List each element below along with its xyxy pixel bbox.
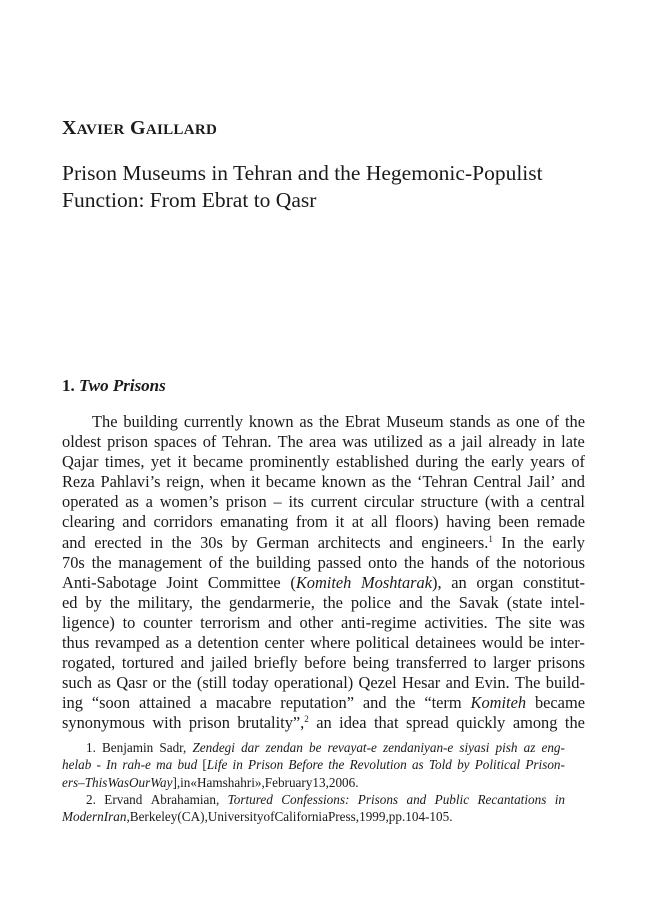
word: siyasi xyxy=(459,740,490,755)
paragraph-line xyxy=(62,452,585,472)
word: police xyxy=(350,592,391,612)
word: revayat-e xyxy=(327,740,377,755)
word: and xyxy=(406,791,427,807)
word: of xyxy=(202,432,217,452)
word: of xyxy=(475,552,490,572)
word: at xyxy=(351,512,364,532)
section-heading xyxy=(62,376,166,396)
word: transferred xyxy=(395,653,467,673)
word: organ xyxy=(476,572,514,592)
word: from xyxy=(295,512,328,532)
word: 30s xyxy=(200,532,223,552)
word: Abrahamian, xyxy=(150,791,220,807)
word: Public xyxy=(434,791,470,807)
word: and xyxy=(398,592,423,612)
body-paragraph xyxy=(62,412,585,734)
word: and xyxy=(362,693,387,713)
word: of xyxy=(571,452,585,472)
word: the xyxy=(496,552,517,572)
word: years xyxy=(530,452,565,472)
word: (CA), xyxy=(177,809,208,825)
paragraph-line xyxy=(62,673,585,693)
word: it xyxy=(335,512,345,532)
paragraph-line xyxy=(62,432,585,452)
word: clearing xyxy=(62,512,115,532)
word: prisons xyxy=(537,653,585,673)
word: Prisons xyxy=(357,791,399,807)
word: a xyxy=(526,492,534,512)
word: operated xyxy=(62,492,119,512)
word: In xyxy=(501,532,516,552)
paragraph-line xyxy=(62,593,585,613)
word: the xyxy=(328,757,345,773)
word: az xyxy=(523,740,536,755)
word: Qajar xyxy=(62,452,99,472)
word: the xyxy=(318,412,339,431)
word: Our xyxy=(128,774,151,790)
word: became xyxy=(265,472,316,492)
word: and xyxy=(122,512,146,532)
word: architects xyxy=(317,532,381,552)
footnote-line xyxy=(62,756,565,773)
word: in xyxy=(232,757,243,773)
word: remade xyxy=(536,512,585,532)
word: emanating xyxy=(220,512,289,532)
word: Berkeley xyxy=(129,809,178,825)
footnote-line xyxy=(62,791,565,808)
word: the xyxy=(91,552,112,572)
word: that xyxy=(373,713,399,733)
word: a xyxy=(448,432,456,452)
word: been xyxy=(498,512,530,532)
word: revamped xyxy=(95,633,160,653)
word: area xyxy=(308,432,337,452)
word: prominently xyxy=(249,452,330,472)
paragraph-line xyxy=(62,633,585,653)
word: (Komiteh xyxy=(290,572,352,592)
word: having xyxy=(446,512,491,532)
word: was xyxy=(342,432,368,452)
chapter-title-line: Function: From Ebrat to Qasr xyxy=(62,188,317,212)
word: oldest xyxy=(62,432,102,452)
word: a xyxy=(199,693,207,713)
paragraph-line xyxy=(62,653,585,673)
word: February xyxy=(264,774,313,790)
word: Was xyxy=(107,774,129,790)
word: notorious xyxy=(523,552,585,572)
word: reign, xyxy=(166,472,205,492)
word: known xyxy=(321,472,367,492)
word: today xyxy=(232,673,269,693)
word: building xyxy=(256,552,311,572)
section-number: 1. xyxy=(62,376,75,395)
chapter-title xyxy=(62,160,602,214)
word: (still xyxy=(196,673,227,693)
word: – xyxy=(273,492,282,512)
word: 2006. xyxy=(328,774,359,790)
word: other xyxy=(299,612,334,632)
word: Hesar xyxy=(402,673,441,693)
word: ing xyxy=(62,693,83,713)
word: engineers.$^1$ xyxy=(421,532,493,552)
word: the xyxy=(403,552,425,572)
word: operational) xyxy=(274,673,354,693)
word: Joint xyxy=(166,572,199,592)
word: the xyxy=(430,592,451,612)
word: site xyxy=(528,612,552,632)
word: became xyxy=(534,693,585,713)
word: Political xyxy=(474,757,521,773)
word: in xyxy=(180,774,191,790)
word: zendan xyxy=(265,740,303,755)
word: rah-e xyxy=(122,757,151,773)
word: Qasr xyxy=(116,673,148,693)
word: Museum xyxy=(386,412,444,431)
word: and xyxy=(445,673,470,693)
word: an xyxy=(316,713,332,733)
word: ers xyxy=(62,774,79,790)
word: its xyxy=(288,492,304,512)
word: prison xyxy=(107,432,149,452)
word: of xyxy=(545,412,560,431)
word: as xyxy=(165,633,179,653)
word: (with xyxy=(484,492,520,512)
author-name xyxy=(62,116,217,142)
word: early xyxy=(552,532,585,552)
footnote-line xyxy=(62,808,565,825)
word: circular xyxy=(363,492,414,512)
word: currently xyxy=(183,412,244,431)
word: it xyxy=(250,472,261,492)
word: known xyxy=(248,412,294,431)
word: Anti-Sabotage xyxy=(62,572,157,592)
word: Qezel xyxy=(358,673,397,693)
word: the xyxy=(395,693,416,713)
word: tortured xyxy=(121,653,174,673)
word: activities. xyxy=(424,612,488,632)
word: intel- xyxy=(550,592,585,612)
word: by xyxy=(231,532,248,552)
word: central xyxy=(540,492,585,512)
word: build- xyxy=(545,673,585,693)
word: be xyxy=(308,740,322,755)
word: and xyxy=(268,612,292,632)
footnote-line xyxy=(62,774,565,791)
word: a xyxy=(184,633,192,653)
word: military, xyxy=(137,592,193,612)
word: early xyxy=(491,452,524,472)
word: Modern xyxy=(62,809,104,825)
word: ‘Tehran xyxy=(416,472,468,492)
word: (state xyxy=(506,592,543,612)
word: the xyxy=(171,532,192,552)
word: Tehran. xyxy=(222,432,272,452)
word: University xyxy=(207,809,264,825)
word: counter xyxy=(143,612,193,632)
paragraph-line xyxy=(62,553,585,573)
word: spaces xyxy=(153,432,197,452)
word: and xyxy=(389,532,413,552)
word: erected xyxy=(94,532,142,552)
word: macabre xyxy=(215,693,272,713)
word: Prison xyxy=(248,757,284,773)
word: of xyxy=(263,809,275,825)
word: pish xyxy=(495,740,518,755)
word: Jail’ xyxy=(527,472,556,492)
word: with xyxy=(152,713,182,733)
word: the xyxy=(564,713,585,733)
word: constitut- xyxy=(523,572,585,592)
footnote-line xyxy=(62,739,565,756)
word: late xyxy=(561,432,585,452)
word: gendarmerie, xyxy=(228,592,315,612)
word: Zendegi xyxy=(192,740,235,755)
paragraph-line xyxy=(62,412,585,432)
word: the xyxy=(523,532,544,552)
word: and xyxy=(561,472,585,492)
word: an xyxy=(451,572,467,592)
word: pp. xyxy=(388,809,406,825)
word: anti-regime xyxy=(341,612,417,632)
word: 2. xyxy=(86,791,96,807)
word: already xyxy=(488,432,537,452)
footnotes xyxy=(62,739,565,825)
word: be xyxy=(528,633,545,653)
paragraph-line xyxy=(62,573,585,593)
word: all xyxy=(371,512,388,532)
word: a xyxy=(145,492,153,512)
word: Press, xyxy=(327,809,360,825)
word: Ervand xyxy=(104,791,143,807)
word: the xyxy=(464,452,485,472)
word: spread xyxy=(405,713,449,733)
word: stands xyxy=(449,412,491,431)
word: eng- xyxy=(541,740,565,755)
word: detention xyxy=(197,633,259,653)
word: – xyxy=(78,774,85,790)
word: This xyxy=(84,774,108,790)
word: Confessions: xyxy=(281,791,350,807)
word: jailed xyxy=(210,653,248,673)
word: political xyxy=(355,633,410,653)
word: prison xyxy=(225,492,267,512)
section-title: Two Prisons xyxy=(79,376,166,395)
word: The xyxy=(92,412,118,431)
word: Prison- xyxy=(525,757,565,773)
word: Committee xyxy=(207,572,281,592)
word: ma xyxy=(156,757,173,773)
word: the xyxy=(564,412,585,431)
word: Way], xyxy=(150,774,181,790)
word: and xyxy=(62,532,86,552)
author-last-rest: AILLARD xyxy=(145,122,218,138)
word: yet xyxy=(150,452,171,472)
paragraph-line xyxy=(62,693,585,713)
word: Sadr, xyxy=(159,740,187,755)
word: Revolution xyxy=(349,757,407,773)
paragraph-line xyxy=(62,472,585,492)
author-last-initial: G xyxy=(129,117,146,139)
word: hands xyxy=(430,552,470,572)
word: attained xyxy=(138,693,191,713)
word: Reza xyxy=(62,472,95,492)
word: 104-105. xyxy=(405,809,453,825)
word: The xyxy=(277,432,304,452)
word: prison xyxy=(188,713,230,733)
paragraph-line xyxy=(62,492,585,512)
word: 1. xyxy=(86,740,96,755)
word: the xyxy=(200,592,221,612)
word: rogated, xyxy=(62,653,116,673)
word: briefly xyxy=(253,653,298,673)
word: In xyxy=(106,757,118,773)
paragraph-line xyxy=(62,512,585,532)
word: as xyxy=(428,432,443,452)
word: when xyxy=(209,472,246,492)
word: helab xyxy=(62,757,92,773)
word: synonymous xyxy=(62,713,145,733)
word: being xyxy=(352,653,390,673)
word: among xyxy=(512,713,558,733)
footnote-ref: 1 xyxy=(488,533,493,544)
word: Recantations xyxy=(477,791,547,807)
word: thus xyxy=(62,633,90,653)
word: Savak xyxy=(458,592,499,612)
word: where xyxy=(310,633,351,653)
word: in xyxy=(542,432,556,452)
word: Before xyxy=(288,757,324,773)
word: reputation” xyxy=(280,693,354,713)
word: during xyxy=(415,452,459,472)
word: the xyxy=(171,673,192,693)
word: bud xyxy=(177,757,198,773)
author-first-rest: AVIER xyxy=(76,122,125,138)
word: - xyxy=(96,757,101,773)
word: detainees xyxy=(415,633,477,653)
word: as xyxy=(97,673,112,693)
word: in xyxy=(150,532,163,552)
word: 1999, xyxy=(359,809,389,825)
word: building xyxy=(123,412,178,431)
word: times, xyxy=(104,452,145,472)
word: would xyxy=(481,633,523,653)
word: The xyxy=(514,673,541,693)
word: zendaniyan-e xyxy=(382,740,454,755)
word: women’s xyxy=(159,492,219,512)
word: idea xyxy=(339,713,367,733)
word: German xyxy=(256,532,310,552)
word: by xyxy=(85,592,102,612)
word: dar xyxy=(241,740,260,755)
word: Ebrat xyxy=(344,412,381,431)
word: by xyxy=(457,757,470,773)
word: Komiteh xyxy=(470,693,527,713)
word: “soon xyxy=(91,693,131,713)
word: jail xyxy=(461,432,483,452)
word: “term xyxy=(424,693,462,713)
word: utilized xyxy=(373,432,423,452)
word: became xyxy=(192,452,244,472)
word: terrorism xyxy=(200,612,261,632)
word: Central xyxy=(473,472,522,492)
word: as xyxy=(496,412,510,431)
word: the xyxy=(322,592,343,612)
word: [Life xyxy=(202,757,228,773)
paragraph-line xyxy=(62,533,585,553)
word: Moshtarak), xyxy=(361,572,442,592)
word: Tortured xyxy=(227,791,273,807)
word: as xyxy=(299,412,314,431)
word: Benjamin xyxy=(102,740,154,755)
word: of xyxy=(208,552,223,572)
author-first-initial: X xyxy=(62,117,77,139)
word: 13, xyxy=(312,774,329,790)
word: the xyxy=(229,552,250,572)
word: before xyxy=(304,653,347,673)
word: and xyxy=(180,653,205,673)
word: Iran, xyxy=(103,809,130,825)
word: onto xyxy=(368,552,398,572)
word: corridors xyxy=(153,512,213,532)
chapter-title-line: Prison Museums in Tehran and the Hegemonic-Populist xyxy=(62,161,543,185)
word: in xyxy=(554,791,565,807)
word: management xyxy=(118,552,203,572)
word: one xyxy=(515,412,540,431)
word: to xyxy=(122,612,136,632)
word: brutality”,$^2$ xyxy=(237,713,309,733)
word: The xyxy=(495,612,521,632)
paragraph-line xyxy=(62,713,585,733)
word: passed xyxy=(317,552,362,572)
word: current xyxy=(310,492,358,512)
word: the xyxy=(391,472,412,492)
word: structure xyxy=(420,492,479,512)
word: California xyxy=(274,809,328,825)
word: larger xyxy=(493,653,531,673)
word: to xyxy=(473,653,487,673)
word: the xyxy=(109,592,130,612)
word: was xyxy=(559,612,585,632)
word: Evin. xyxy=(474,673,510,693)
word: inter- xyxy=(549,633,585,653)
word: Pahlavi’s xyxy=(100,472,161,492)
word: 70s xyxy=(62,552,85,572)
word: Told xyxy=(428,757,452,773)
word: ed xyxy=(62,592,78,612)
word: such xyxy=(62,673,93,693)
word: as xyxy=(371,472,386,492)
word: established xyxy=(336,452,409,472)
word: floors) xyxy=(395,512,439,532)
word: «Hamshahri», xyxy=(190,774,265,790)
word: center xyxy=(264,633,305,653)
footnote-ref: 2 xyxy=(304,714,309,725)
word: as xyxy=(125,492,139,512)
word: it xyxy=(177,452,187,472)
word: as xyxy=(411,757,424,773)
word: or xyxy=(152,673,167,693)
paragraph-line xyxy=(62,613,585,633)
word: quickly xyxy=(456,713,506,733)
word: ligence) xyxy=(62,612,115,632)
